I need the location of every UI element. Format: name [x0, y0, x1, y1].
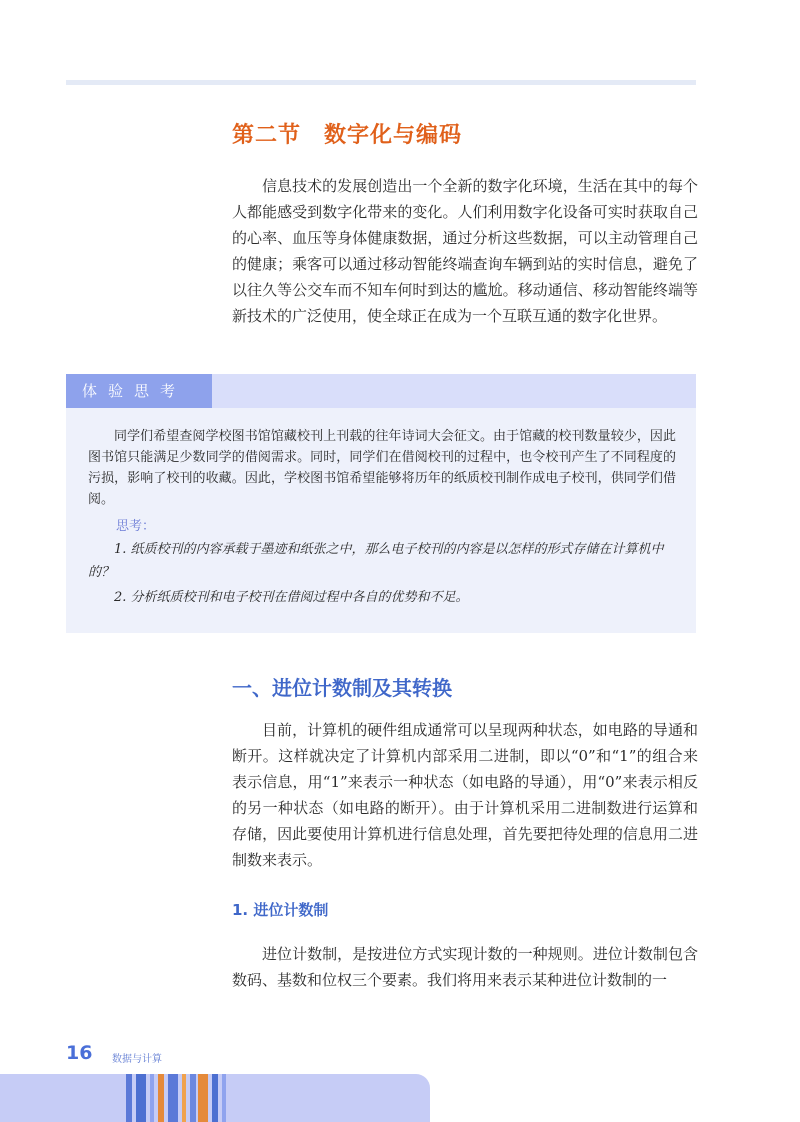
question-1: 1. 纸质校刊的内容承载于墨迹和纸张之中，那么电子校刊的内容是以怎样的形式存储在计算机中的？ [88, 542, 664, 580]
footer-stripe [190, 1074, 196, 1122]
footer-stripe [126, 1074, 132, 1122]
footer-stripe [222, 1074, 226, 1122]
question-2: 2. 分析纸质校刊和电子校刊在借阅过程中各自的优势和不足。 [114, 590, 469, 605]
top-rule [66, 80, 696, 85]
numeral-system-paragraph: 进位计数制，是按进位方式实现计数的一种规则。进位计数制包含数码、基数和位权三个要素。我们将用来表示某种进位计数制的一 [232, 945, 698, 989]
think-label: 思考： [116, 519, 156, 534]
footer-stripe [158, 1074, 164, 1122]
subsection-title: 一、进位计数制及其转换 [232, 676, 452, 700]
subsubsection-title: 1. 进位计数制 [232, 901, 329, 919]
footer-stripe [150, 1074, 154, 1122]
footer-stripe [198, 1074, 208, 1122]
box-label: 体验思考 [66, 374, 212, 408]
section-title: 第二节 数字化与编码 [232, 123, 463, 148]
footer-stripe [182, 1074, 186, 1122]
box-header [66, 374, 696, 408]
page-number: 16 [66, 1042, 93, 1064]
footer-stripe [168, 1074, 178, 1122]
binary-paragraph: 目前，计算机的硬件组成通常可以呈现两种状态，如电路的导通和断开。这样就决定了计算机内部采用二进制，即以“0”和“1”的组合来表示信息，用“1”来表示一种状态（如电路的导通），用“0”来表示相反的另一种状态（如电路的断开）。由于计算机采用二进制数进行运算和存储，因此要使用计算机进行信息处理，首先要把待处理的信息用二进制数来表示。 [232, 721, 698, 869]
intro-paragraph: 信息技术的发展创造出一个全新的数字化环境，生活在其中的每个人都能感受到数字化带来的变化。人们利用数字化设备可实时获取自己的心率、血压等身体健康数据，通过分析这些数据，可以主动管理自己的健康；乘客可以通过移动智能终端查询车辆到站的实时信息，避免了以往久等公交车而不知车何时到达的尴尬。移动通信、移动智能终端等新技术的广泛使用，使全球正在成为一个互联互通的数字化世界。 [232, 177, 698, 325]
book-title: 数据与计算 [112, 1054, 162, 1065]
footer-stripe [212, 1074, 218, 1122]
box-text: 同学们希望查阅学校图书馆馆藏校刊上刊载的往年诗词大会征文。由于馆藏的校刊数量较少，因此图书馆只能满足少数同学的借阅需求。同时，同学们在借阅校刊的过程中，也令校刊产生了不同程度的污损，影响了校刊的收藏。因此，学校图书馆希望能够将历年的纸质校刊制作成电子校刊，供同学们借阅。 [88, 429, 676, 507]
experience-think-box [66, 374, 696, 633]
footer-stripe [136, 1074, 146, 1122]
